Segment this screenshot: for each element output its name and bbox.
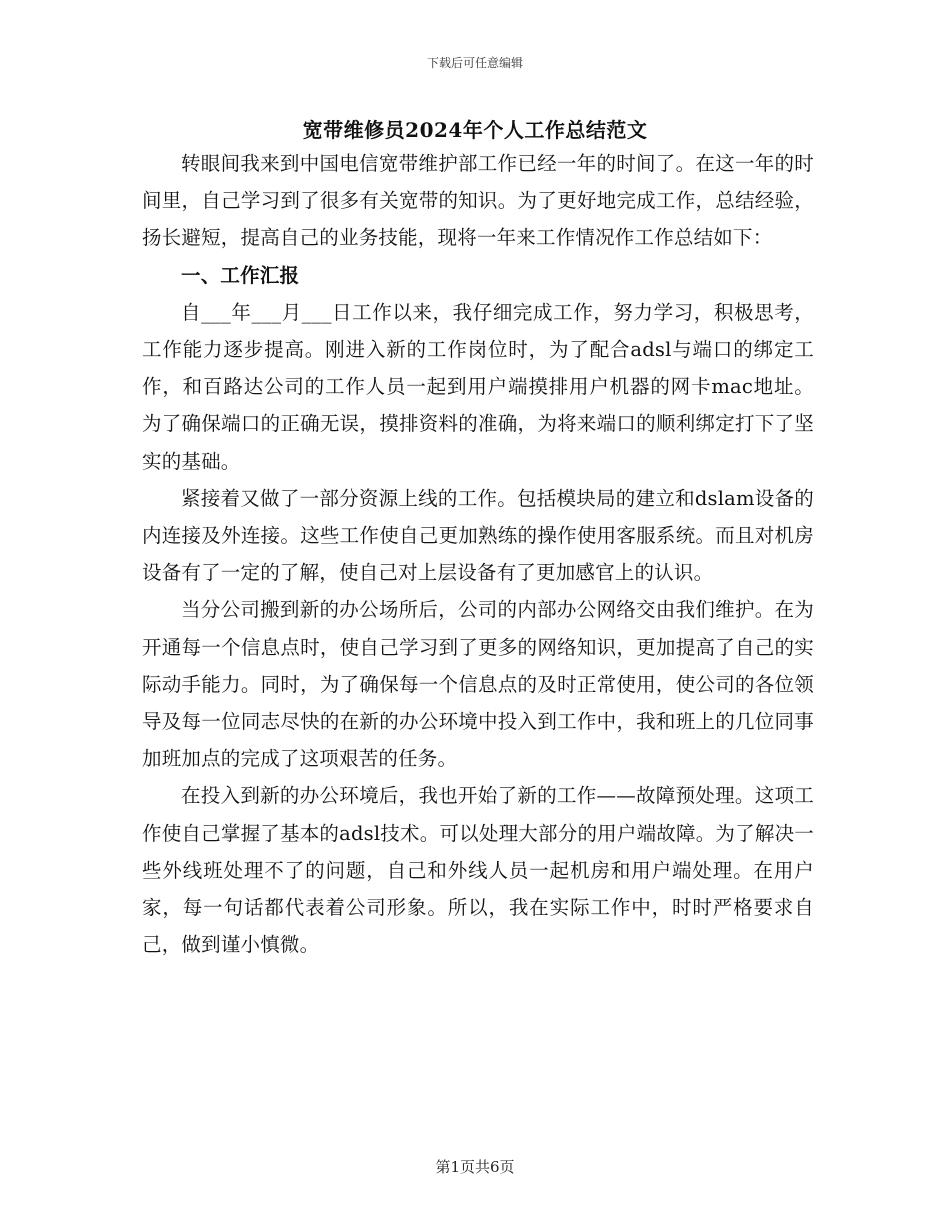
body-paragraph: 当分公司搬到新的办公场所后，公司的内部办公网络交由我们维护。在为开通每一个信息点时，使自己学习到了更多的网络知识，更加提高了自己的实际动手能力。同时，为了确保每一个信息点的及时正常使用，使公司的各位领导及每一位同志尽快的在新的办公环境中投入到工作中，我和班上的几位同事加班加点的完成了这项艰苦的任务。	[142, 598, 814, 771]
section-heading-work-report: 一、工作汇报	[181, 263, 300, 287]
page-number: 第1页共6页	[435, 1158, 515, 1176]
body-paragraph: 紧接着又做了一部分资源上线的工作。包括模块局的建立和dslam设备的内连接及外连接。这些工作使自己更加熟练的操作使用客服系统。而且对机房设备有了一定的了解，使自己对上层设备有了更加感官上的认识。	[142, 486, 814, 585]
document-title: 宽带维修员2024年个人工作总结范文	[302, 118, 648, 142]
body-paragraph: 自___年___月___日工作以来，我仔细完成工作，努力学习，积极思考，工作能力逐步提高。刚进入新的工作岗位时，为了配合adsl与端口的绑定工作，和百路达公司的工作人员一起到用户端摸排用户机器的网卡mac地址。为了确保端口的正确无误，摸排资料的准确，为将来端口的顺利绑定打下了坚实的基础。	[142, 300, 814, 473]
intro-paragraph: 转眼间我来到中国电信宽带维护部工作已经一年的时间了。在这一年的时间里，自己学习到了很多有关宽带的知识。为了更好地完成工作，总结经验，扬长避短，提高自己的业务技能，现将一年来工作情况作工作总结如下：	[142, 152, 814, 250]
document-body	[142, 145, 814, 963]
page-header-note: 下载后可任意编辑	[426, 56, 523, 70]
body-paragraph: 在投入到新的办公环境后，我也开始了新的工作——故障预处理。这项工作使自己掌握了基本的adsl技术。可以处理大部分的用户端故障。为了解决一些外线班处理不了的问题，自己和外线人员一起机房和用户端处理。在用户家，每一句话都代表着公司形象。所以，我在实际工作中，时时严格要求自己，做到谨小慎微。	[142, 784, 814, 957]
